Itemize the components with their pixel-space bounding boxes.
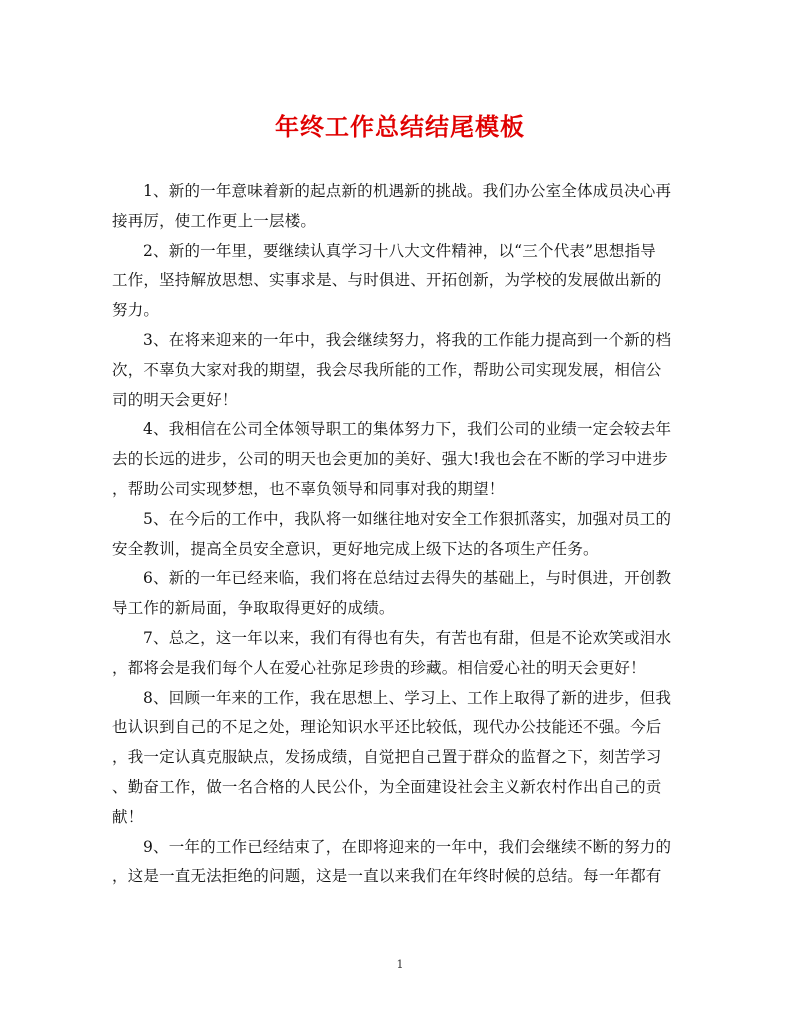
- paragraph-line: 工作，坚持解放思想、实事求是、与时俱进、开拓创新，为学校的发展做出新的: [112, 271, 662, 290]
- paragraph-line: 献！: [112, 807, 144, 826]
- paragraph-line: 安全教训，提高全员安全意识，更好地完成上级下达的各项生产任务。: [112, 539, 599, 558]
- document-body: [112, 177, 680, 892]
- paragraph-7: [112, 624, 680, 684]
- paragraph-line: 3、在将来迎来的一年中，我会继续努力，将我的工作能力提高到一个新的档: [143, 330, 672, 349]
- paragraph-line: 、勤奋工作，做一名合格的人民公仆，为全面建设社会主义新农村作出自己的贡: [112, 777, 662, 796]
- paragraph-3: [112, 326, 680, 415]
- paragraph-line: 5、在今后的工作中，我队将一如继往地对安全工作狠抓落实，加强对员工的: [143, 509, 672, 528]
- paragraph-line: 也认识到自己的不足之处，理论知识水平还比较低，现代办公技能还不强。今后: [112, 718, 662, 737]
- paragraph-line: 4、我相信在公司全体领导职工的集体努力下，我们公司的业绩一定会较去年: [143, 420, 672, 439]
- paragraph-5: [112, 505, 680, 565]
- paragraph-line: ，我一定认真克服缺点，发扬成绩，自觉把自己置于群众的监督之下，刻苦学习: [112, 748, 662, 767]
- paragraph-line: 1、新的一年意味着新的起点新的机遇新的挑战。我们办公室全体成员决心再: [143, 182, 672, 200]
- paragraph-line: 接再厉，使工作更上一层楼。: [112, 211, 317, 230]
- paragraph-line: ，这是一直无法拒绝的问题，这是一直以来我们在年终时候的总结。每一年都有: [112, 867, 662, 886]
- paragraph-line: ，都将会是我们每个人在爱心社弥足珍贵的珍藏。相信爱心社的明天会更好！: [112, 658, 646, 677]
- paragraph-1: [112, 177, 680, 237]
- document-title: 年终工作总结结尾模板: [275, 113, 525, 141]
- paragraph-line: 司的明天会更好！: [112, 390, 238, 409]
- paragraph-line: 8、回顾一年来的工作，我在思想上、学习上、工作上取得了新的进步，但我: [143, 688, 672, 707]
- page-number: 1: [396, 958, 404, 971]
- paragraph-4: [112, 415, 680, 504]
- paragraph-line: 次，不辜负大家对我的期望，我会尽我所能的工作，帮助公司实现发展，相信公: [112, 360, 662, 379]
- paragraph-line: ，帮助公司实现梦想，也不辜负领导和同事对我的期望！: [112, 479, 505, 498]
- paragraph-line: 导工作的新局面，争取取得更好的成绩。: [112, 599, 395, 618]
- paragraph-8: [112, 684, 680, 833]
- paragraph-line: 7、总之，这一年以来，我们有得也有失，有苦也有甜，但是不论欢笑或泪水: [143, 628, 672, 647]
- paragraph-line: 9、一年的工作已经结束了，在即将迎来的一年中，我们会继续不断的努力的: [143, 837, 672, 856]
- paragraph-line: 努力。: [112, 301, 160, 320]
- paragraph-line: 2、新的一年里，要继续认真学习十八大文件精神，以“三个代表”思想指导: [143, 241, 657, 260]
- paragraph-9: [112, 833, 680, 893]
- paragraph-line: 去的长远的进步，公司的明天也会更加的美好、强大!我也会在不断的学习中进步: [112, 450, 668, 469]
- paragraph-2: [112, 237, 680, 326]
- paragraph-line: 6、新的一年已经来临，我们将在总结过去得失的基础上，与时俱进，开创教: [143, 569, 672, 588]
- paragraph-6: [112, 564, 680, 624]
